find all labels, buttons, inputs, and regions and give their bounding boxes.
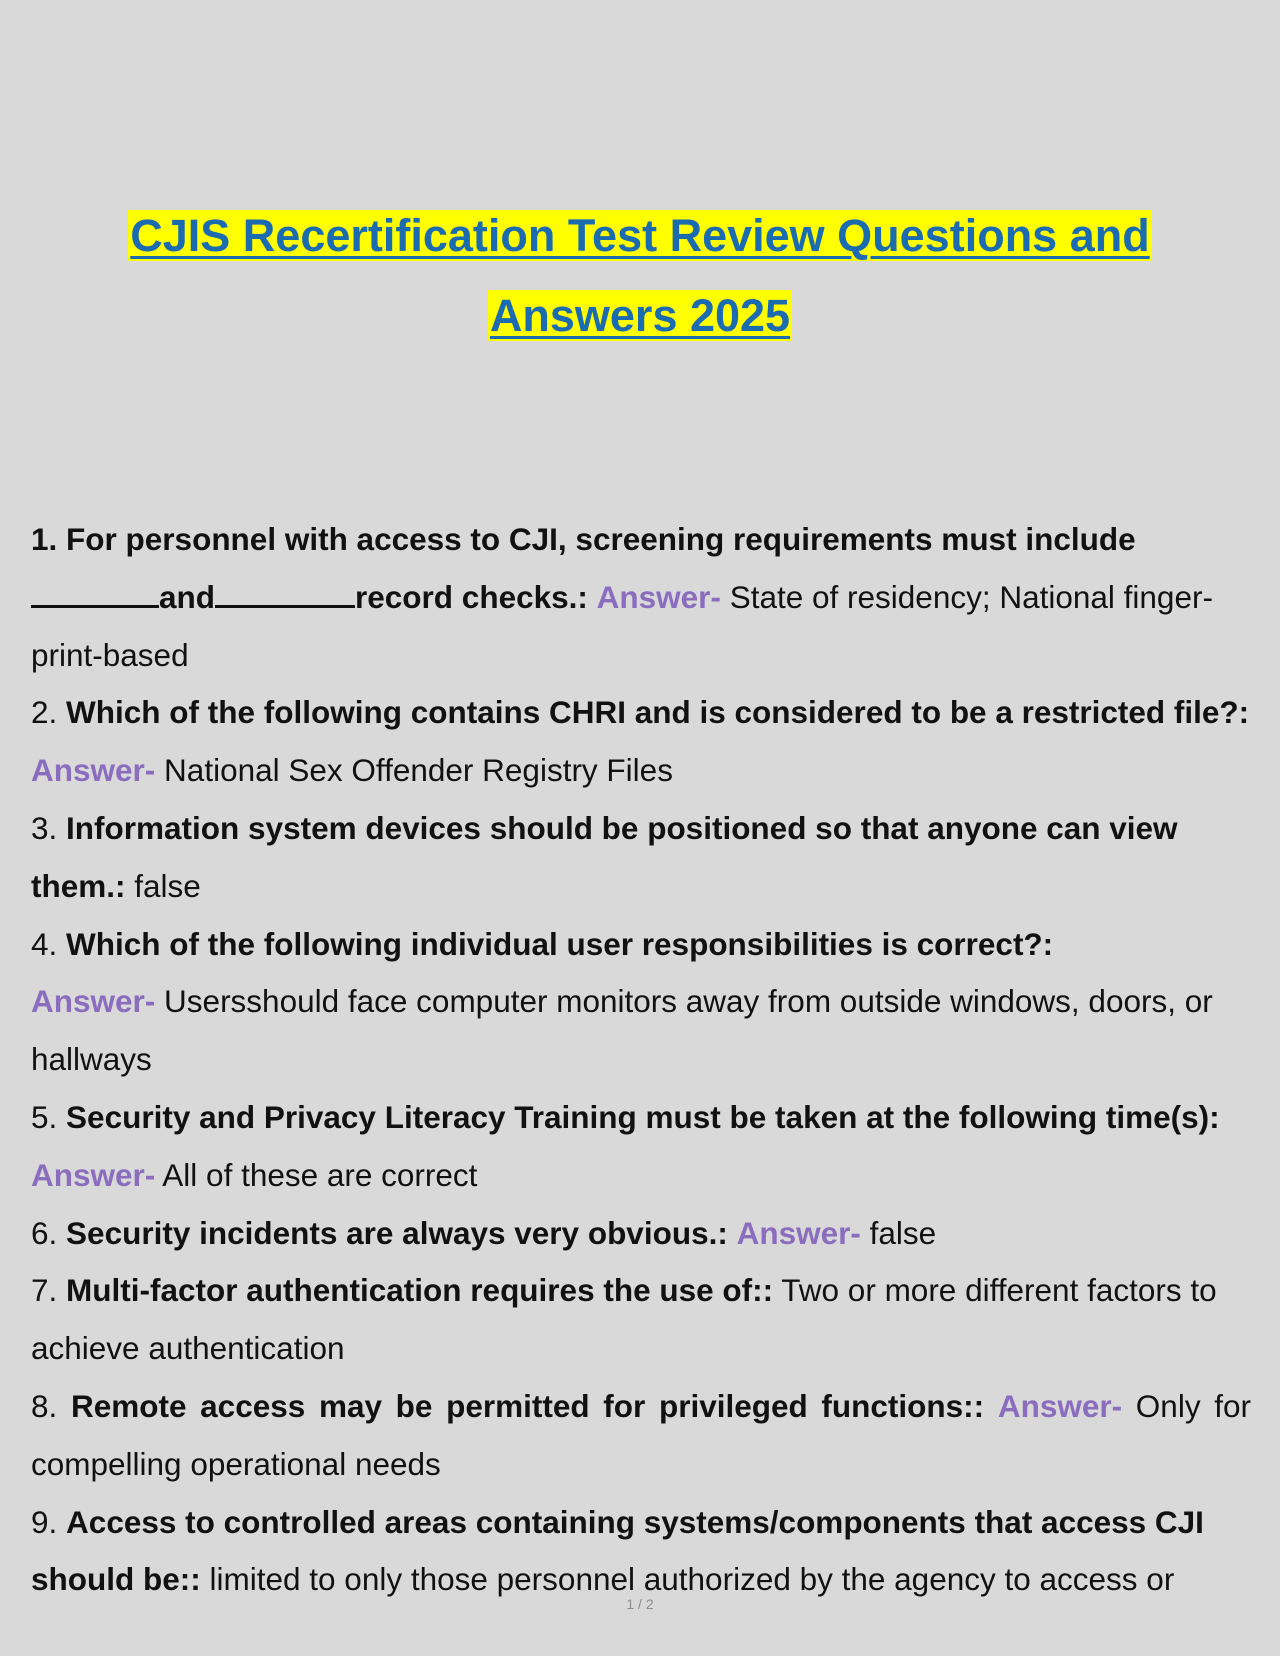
question-number: 2. [31, 694, 58, 731]
question-number: 8. [31, 1387, 58, 1424]
question-number: 4. [31, 925, 58, 962]
qa-item-2 [31, 684, 1251, 800]
answer-text: Two or more different factors to achieve authentication [31, 1272, 1217, 1367]
question-number: 1. [31, 521, 58, 557]
answer-text: limited to only those personnel authorized by the agency to access or [209, 1561, 1175, 1598]
question-text: Access to controlled areas containing systems/components that access CJI should be:: [31, 1503, 1204, 1598]
answer-text: false [134, 867, 201, 904]
question-number: 3. [31, 809, 58, 846]
question-text: Information system devices should be positioned so that anyone can view them.: [31, 809, 1178, 904]
question-text: Security incidents are always very obvious.: [66, 1214, 728, 1251]
qa-item-9 [31, 1494, 1251, 1610]
qa-item-5 [31, 1089, 1251, 1205]
question-number: 6. [31, 1214, 58, 1251]
question-text: record checks.: [355, 578, 588, 615]
question-text: For personnel with access to CJI, screening requirements must include [66, 521, 1136, 557]
fill-blank [215, 579, 355, 608]
question-text: Which of the following contains CHRI and is considered to be a restricted file?: [66, 694, 1250, 731]
qa-item-4 [31, 916, 1251, 1089]
answer-text: All of these are correct [162, 1156, 478, 1193]
question-number: 9. [31, 1503, 58, 1540]
question-text: Remote access may be permitted for privileged functions:: [70, 1387, 985, 1424]
title-line-1: CJIS Recertification Test Review Questions and [130, 210, 1150, 261]
page-indicator: 1 / 2 [626, 1596, 654, 1612]
qa-list [31, 511, 1251, 1609]
title-line-2: Answers 2025 [489, 290, 791, 341]
answer-label: Answer- [596, 578, 721, 615]
qa-item-1 [31, 511, 1251, 684]
question-number: 5. [31, 1098, 58, 1135]
question-text: Multi-factor authentication requires the use of:: [66, 1272, 774, 1309]
answer-text: National Sex Offender Registry Files [164, 752, 673, 789]
question-text: and [159, 578, 216, 615]
qa-item-3 [31, 800, 1251, 916]
fill-blank [31, 579, 159, 608]
answer-text: false [869, 1214, 937, 1251]
question-text: Security and Privacy Literacy Training must be taken at the following time(s): [66, 1098, 1220, 1135]
answer-text: State of residency; National finger-print-based [31, 578, 1213, 673]
question-number: 7. [31, 1272, 58, 1309]
question-text: Which of the following individual user responsibilities is correct?: [66, 925, 1054, 962]
qa-item-8 [31, 1378, 1251, 1494]
answer-text: Only for compelling operational needs [31, 1387, 1251, 1482]
answer-text: Usersshould face computer monitors away from outside windows, doors, or hallways [31, 983, 1213, 1078]
answer-label: Answer- [997, 1387, 1123, 1424]
answer-label: Answer- [31, 1156, 156, 1193]
answer-label: Answer- [31, 752, 156, 789]
qa-item-7 [31, 1262, 1251, 1378]
answer-label: Answer- [736, 1214, 861, 1251]
document-title [0, 196, 1280, 356]
qa-item-6 [31, 1205, 1251, 1263]
answer-label: Answer- [31, 983, 156, 1020]
